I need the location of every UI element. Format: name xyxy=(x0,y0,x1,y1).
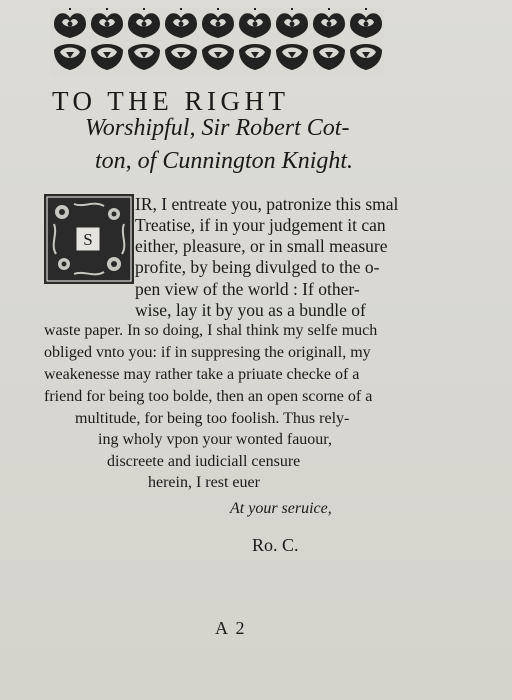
signature-initials: Ro. C. xyxy=(252,535,299,555)
signature-mark: A 2 xyxy=(215,618,247,638)
text-line: ing wholy vpon your wonted fauour, xyxy=(98,431,332,448)
text-line: pen view of the world : If other- xyxy=(135,279,360,299)
decorative-headpiece xyxy=(50,8,384,76)
dropcap-letter: S xyxy=(83,230,93,249)
text-line: IR, I entreate you, patronize this smal xyxy=(135,194,399,214)
text-line: obliged vnto you: if in suppresing the originall, my xyxy=(44,344,371,361)
text-line: herein, I rest euer xyxy=(148,474,260,491)
text-line: friend for being too bolde, then an open scorne of a xyxy=(44,388,373,405)
text-line: discreete and iudiciall censure xyxy=(107,453,301,470)
title-line-1: TO THE RIGHT xyxy=(52,86,290,116)
text-line: multitude, for being too foolish. Thus rely- xyxy=(75,410,350,427)
text-line: Treatise, if in your judgement it can xyxy=(135,215,386,235)
text-line: waste paper. In so doing, I shal think my selfe much xyxy=(44,322,378,339)
closing-phrase: At your seruice, xyxy=(230,500,332,517)
title-line-3: ton, of Cunnington Knight. xyxy=(95,148,354,174)
text-line: wise, lay it by you as a bundle of xyxy=(135,300,366,320)
text-line: weakenesse may rather take a priuate checke of a xyxy=(44,366,360,383)
text-line: either, pleasure, or in small measure xyxy=(135,236,388,256)
text-line: profite, by being divulged to the o- xyxy=(135,257,380,277)
title-line-2: Worshipful, Sir Robert Cot- xyxy=(85,115,350,141)
decorated-initial xyxy=(44,194,134,284)
